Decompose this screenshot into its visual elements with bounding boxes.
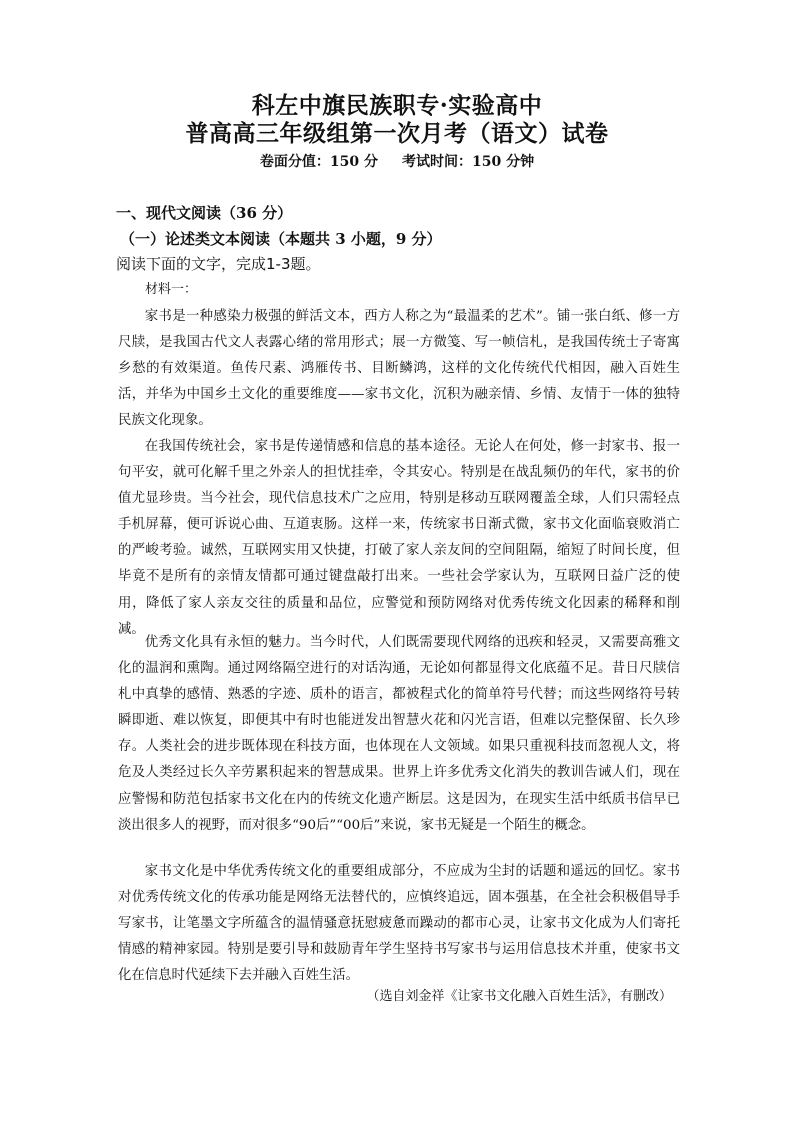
paragraph-3 <box>118 630 680 839</box>
paragraph-1 <box>118 304 680 434</box>
score-info: 卷面分值：150 分 <box>259 154 378 170</box>
paragraph-text: 家书文化是中华优秀传统文化的重要组成部分，不应成为尘封的话题和遥远的回忆。家书对优秀传统文化的传承功能是网络无法替代的，应慎终追远，固本强基，在全社会积极倡导手写家书，让笔墨文字所蕴含的温情骚意抚慰疲惫而躁动的都市心灵，让家书文化成为人们寄托情感的精神家园。特别是要引导和鼓励青年学生坚持书写家书与运用信息技术并重，使家书文化在信息时代延续下去并融入百姓生活。 <box>118 864 680 984</box>
paragraph-text: 家书是一种感染力极强的鲜活文本，西方人称之为“最温柔的艺术”。铺一张白纸、修一方尺牍，是我国古代文人表露心绪的常用形式；展一方微笺、写一帧信札，是我国传统士子寄寓乡愁的有效渠道。鱼传尺素、鸿雁传书、目断鳞鸿，这样的文化传统代代相因，融入百姓生活，并华为中国乡土文化的重要维度——家书文化，沉积为融亲情、乡情、友情于一体的独特民族文化现象。 <box>118 309 680 429</box>
paragraph-4 <box>118 859 680 989</box>
subsection-heading: （一）论述类文本阅读（本题共 3 小题，9 分） <box>120 230 442 248</box>
time-info: 考试时间：150 分钟 <box>402 154 535 170</box>
section-heading: 一、现代文阅读（36 分） <box>116 204 293 222</box>
reading-instruction: 阅读下面的文字，完成1-3题。 <box>116 255 321 273</box>
paragraph-text: 优秀文化具有永恒的魅力。当今时代，人们既需要现代网络的迅疾和轻灵，又需要高雅文化的温润和熏陶。通过网络隔空进行的对话沟通，无论如何都显得文化底蕴不足。昔日尺牍信札中真挚的感情、熟悉的字迹、质朴的语言，都被程式化的简单符号代替；而这些网络符号转瞬即逝、难以恢复，即便其中有时也能迸发出智慧火花和闪光言语，但难以完整保留、长久珍存。人类社会的进步既体现在科技方面，也体现在人文领域。如果只重视科技而忽视人文，将危及人类经过长久辛劳累积起来的智慧成果。世界上许多优秀文化消失的教训告诫人们，现在应警惕和防范包括家书文化在内的传统文化遗产断层。这是因为，在现实生活中纸质书信早已淡出很多人的视野，而对很多“90后”“00后”来说，家书无疑是一个陌生的概念。 <box>118 635 680 833</box>
paragraph-2 <box>118 434 680 643</box>
material-label: 材料一： <box>145 282 198 297</box>
exam-title: 普高高三年级组第一次月考（语文）试卷 <box>185 120 609 147</box>
exam-meta <box>0 153 794 171</box>
source-citation: （选自刘金祥《让家书文化融入百姓生活》，有删改） <box>366 989 672 1004</box>
school-title: 科左中旗民族职专·实验高中 <box>251 92 543 119</box>
paragraph-text: 在我国传统社会，家书是传递情感和信息的基本途径。无论人在何处，修一封家书、报一句平安，就可化解千里之外亲人的担忧挂牵，令其安心。特别是在战乱频仍的年代，家书的价值尤显珍贵。当今社会，现代信息技术广之应用，特别是移动互联网覆盖全球，人们只需轻点手机屏幕，便可诉说心曲、互道衷肠。这样一来，传统家书日渐式微，家书文化面临衰败消亡的严峻考验。诚然，互联网实用又快捷，打破了家人亲友间的空间阻隔，缩短了时间长度，但毕竟不是所有的亲情友情都可通过键盘敲打出来。一些社会学家认为，互联网日益广泛的使用，降低了家人亲友交往的质量和品位，应警觉和预防网络对优秀传统文化因素的稀释和削减。 <box>118 439 680 637</box>
